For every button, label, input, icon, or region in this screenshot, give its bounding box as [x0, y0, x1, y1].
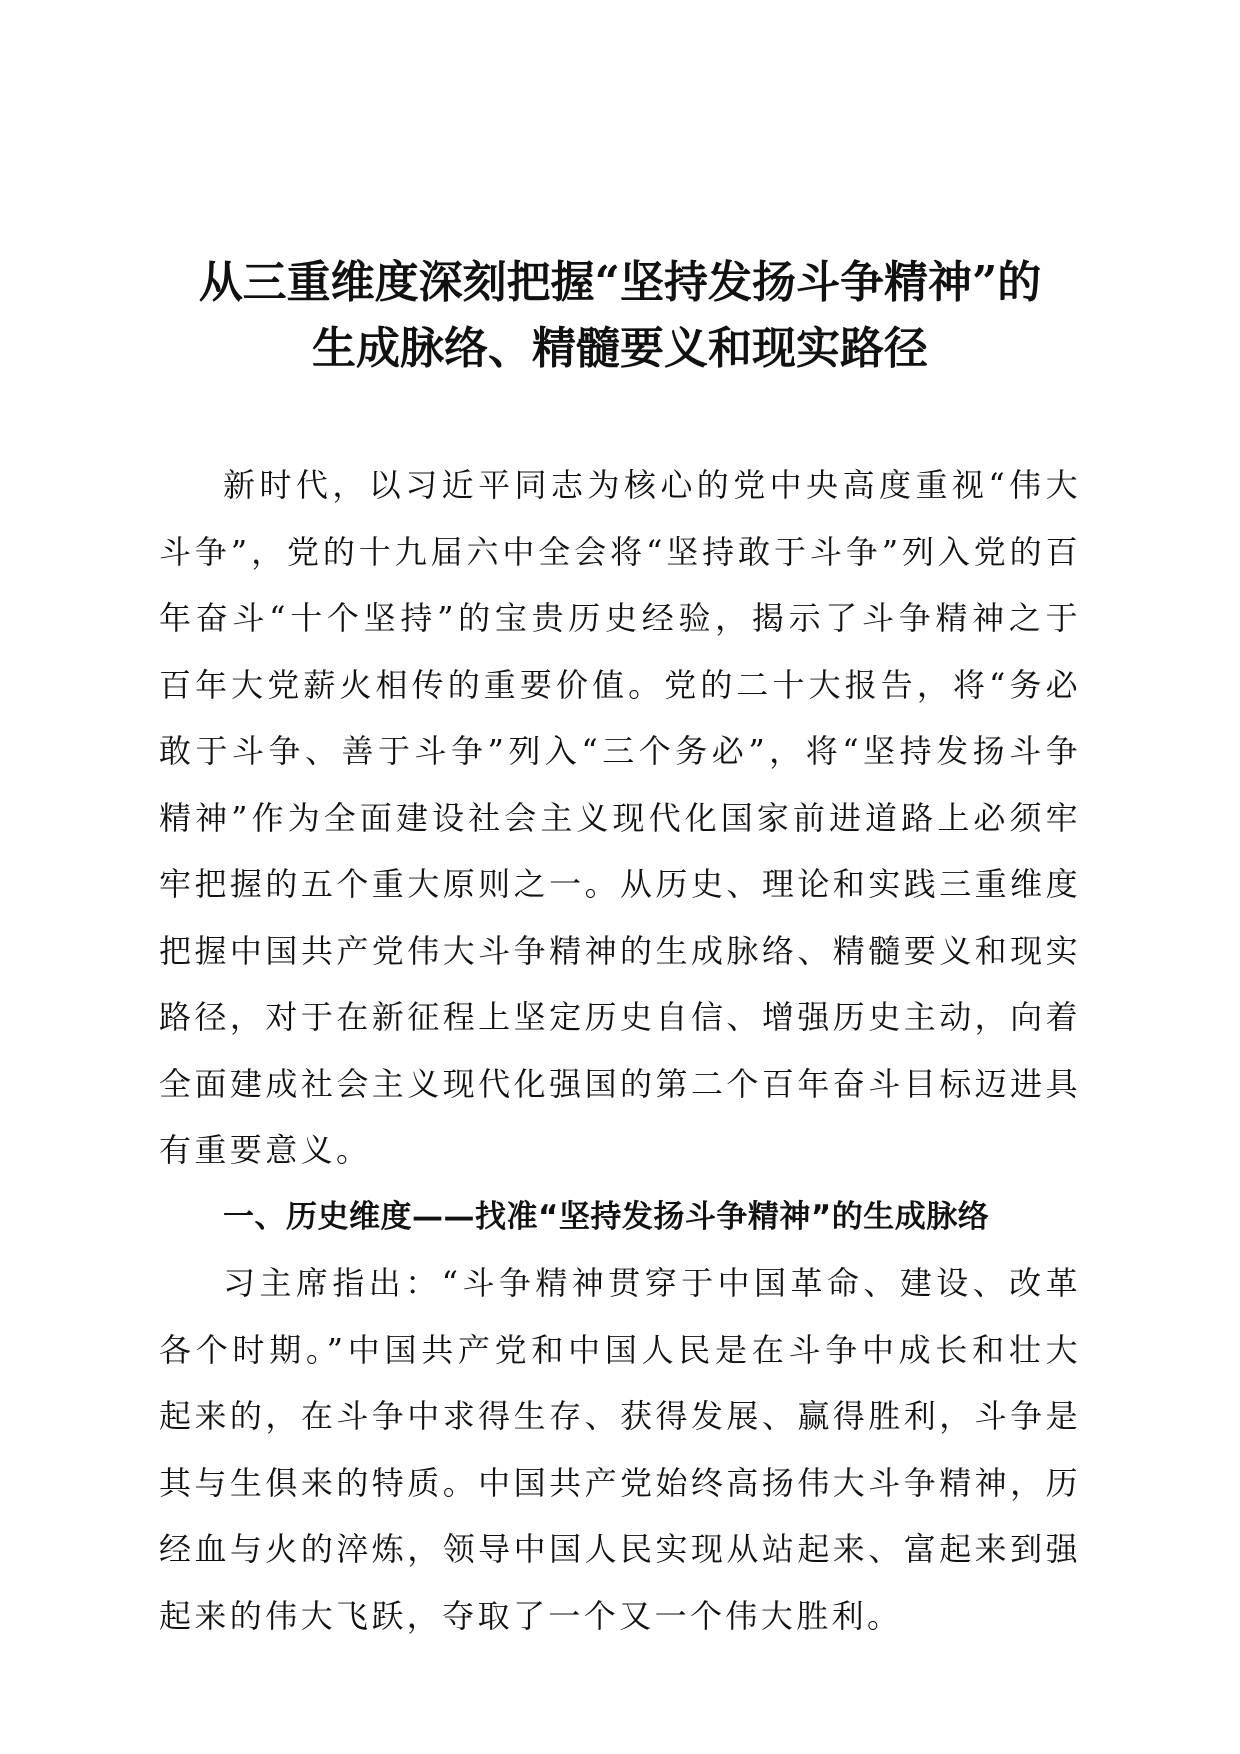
section-1-heading: 一、历史维度——找准“坚持发扬斗争精神”的生成脉络: [223, 1198, 990, 1235]
section-1-paragraph: 习主席指出：“斗争精神贯穿于中国革命、建设、改革各个时期。”中国共产党和中国人民是在斗争中成长和壮大起来的，在斗争中求得生存、获得发展、赢得胜利，斗争是其与生俱来的特质。中国共产党始终高扬伟大斗争精神，历经血与火的淬炼，领导中国人民实现从站起来、富起来到强起来的伟大飞跃，夺取了一个又一个伟大胜利。: [159, 1264, 1081, 1635]
title-line-2: 生成脉络、精髓要义和现实路径: [312, 323, 928, 374]
document-title: [150, 250, 1090, 382]
title-line-1: 从三重维度深刻把握“坚持发扬斗争精神”的: [198, 257, 1042, 308]
document-body: [159, 452, 1081, 1649]
intro-paragraph: 新时代，以习近平同志为核心的党中央高度重视“伟大斗争”，党的十九届六中全会将“坚持敢于斗争”列入党的百年奋斗“十个坚持”的宝贵历史经验，揭示了斗争精神之于百年大党薪火相传的重要价值。党的二十大报告，将“务必敢于斗争、善于斗争”列入“三个务必”，将“坚持发扬斗争精神”作为全面建设社会主义现代化国家前进道路上必须牢牢把握的五个重大原则之一。从历史、理论和实践三重维度把握中国共产党伟大斗争精神的生成脉络、精髓要义和现实路径，对于在新征程上坚定历史自信、增强历史主动，向着全面建成社会主义现代化强国的第二个百年奋斗目标迈进具有重要意义。: [159, 466, 1081, 1169]
